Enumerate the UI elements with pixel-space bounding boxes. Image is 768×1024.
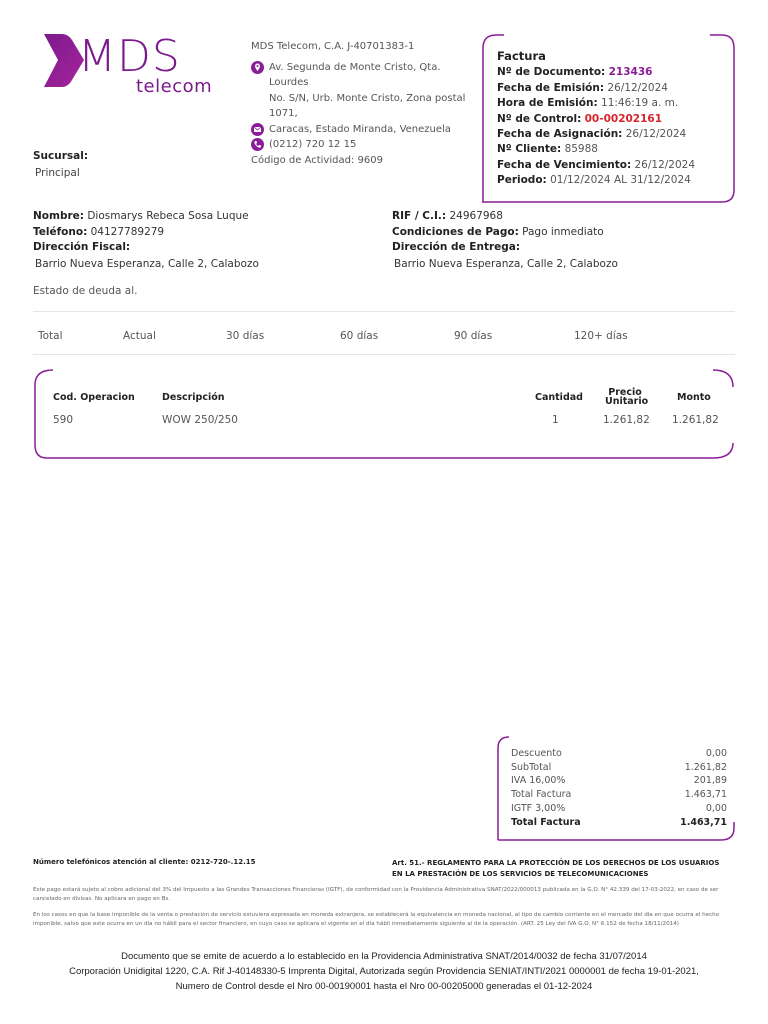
final-total-value: 1.463,71 <box>680 816 727 828</box>
doc-number-row <box>497 65 733 80</box>
due-date-value: 26/12/2024 <box>634 158 696 171</box>
invoice-total-label: Total Factura <box>511 789 572 801</box>
emission-date-row <box>497 81 733 96</box>
row-unit-price: 1.261,82 <box>603 414 650 426</box>
emission-hour-value: 11:46:19 a. m. <box>601 97 679 110</box>
client-name-label: Nombre: <box>33 210 84 222</box>
control-number-label: Nº de Control: <box>497 112 582 125</box>
doc-number-value: 213436 <box>608 66 653 79</box>
company-activity: Código de Actividad: 9609 <box>251 154 383 166</box>
phone-icon <box>251 138 264 151</box>
regulation-article-note: Art. 51.- REGLAMENTO PARA LA PROTECCIÓN DE LOS DERECHOS DE LOS USUARIOS EN LA PRESTACIÓN DE LOS SERVICIOS DE TELECOMUNICACIONES <box>392 859 720 878</box>
client-name-row <box>33 209 373 225</box>
period-row <box>497 173 733 188</box>
total-row-igtf <box>511 802 727 816</box>
emission-hour-row <box>497 96 733 111</box>
client-phone-label: Teléfono: <box>33 225 88 238</box>
aging-col-60: 60 días <box>340 330 379 342</box>
emission-date-value: 26/12/2024 <box>607 81 668 94</box>
due-date-label: Fecha de Vencimiento: <box>497 158 632 171</box>
invoice-details <box>497 49 733 189</box>
row-quantity: 1 <box>552 414 559 426</box>
control-number-row <box>497 112 733 127</box>
fiscal-address-label: Dirección Fiscal: <box>33 241 131 253</box>
col-header-unit-price <box>605 387 649 407</box>
branch-label: Sucursal: <box>33 150 89 162</box>
row-description: WOW 250/250 <box>162 414 238 426</box>
debt-status-title: Estado de deuda al. <box>33 285 138 297</box>
address-line-3: Caracas, Estado Miranda, Venezuela <box>269 123 451 135</box>
company-address-row <box>251 122 476 138</box>
col-header-description: Descripción <box>162 392 225 403</box>
aging-col-30: 30 días <box>226 330 265 342</box>
company-info <box>251 39 476 168</box>
debt-divider <box>33 311 735 312</box>
client-phone-value: 04127789279 <box>90 225 165 238</box>
control-number-value: 00-00202161 <box>584 112 663 125</box>
client-rif-row <box>392 209 732 225</box>
assign-date-value: 26/12/2024 <box>625 128 687 141</box>
client-number-label: Nº Cliente: <box>497 143 562 156</box>
fiscal-address-value: Barrio Nueva Esperanza, Calle 2, Calabozo <box>35 257 259 270</box>
company-logo <box>40 30 230 105</box>
col-header-amount: Monto <box>677 392 711 403</box>
total-row-invoice <box>511 788 727 802</box>
delivery-address-value: Barrio Nueva Esperanza, Calle 2, Calabozo <box>394 257 618 270</box>
currency-fine-print: En los casos en que la base imponible de la venta o prestación de servicio estuviera expresada en moneda extranjera, se establecerá la equivalencia en moneda nacional, al tipo de cambio corriente en el mercado del día en que ocurra el hecho imponible, salvo que este ocurra en un día no hábil para el sector financiero, en cuyo caso se aplicara el vigente en el día hábil inmediatamente siguiente al de la operación. (ART. 25 Ley del IVA G.O. N° 6.152 de fecha 18/11/2014) <box>33 912 720 927</box>
payment-terms-label: Condiciones de Pago: <box>392 225 519 238</box>
period-value: 01/12/2024 AL 31/12/2024 <box>550 174 691 187</box>
igtf-value: 0,00 <box>705 802 727 814</box>
col-header-unit-price-line1: Precio <box>608 387 642 398</box>
client-rif-label: RIF / C.I.: <box>392 210 447 222</box>
company-address <box>251 60 476 122</box>
payment-terms-row <box>392 225 732 241</box>
row-code: 590 <box>53 414 74 426</box>
total-row-discount <box>511 747 727 761</box>
total-row-subtotal <box>511 761 727 775</box>
discount-value: 0,00 <box>705 748 727 759</box>
assign-date-row <box>497 127 733 142</box>
assign-date-label: Fecha de Asignación: <box>497 128 623 141</box>
totals-box <box>497 736 735 842</box>
delivery-address-label: Dirección de Entrega: <box>392 241 521 253</box>
final-total-label: Total Factura <box>511 816 581 828</box>
legal-line-3: Numero de Control desde el Nro 00-00190001 hasta el Nro 00-00205000 generadas el 01-12-2024 <box>175 981 593 992</box>
subtotal-value: 1.261,82 <box>684 761 727 773</box>
client-name-value: Diosmarys Rebeca Sosa Luque <box>87 210 249 222</box>
invoice-total-value: 1.463,71 <box>684 789 727 801</box>
branch-block <box>33 148 88 181</box>
due-date-row <box>497 158 733 173</box>
envelope-icon <box>251 123 264 136</box>
col-header-code: Cod. Operacion <box>53 392 135 403</box>
igtf-label: IGTF 3,00% <box>511 802 566 814</box>
legal-line-2: Corporación Unidigital 1220, C.A. Rif J-40148330-5 Imprenta Digital, Autorizada según Providencia SENIAT/INTI/2021 0000001 de fecha 19-01-2021, <box>69 966 699 977</box>
aging-col-120: 120+ días <box>574 330 628 342</box>
total-row-iva <box>511 774 727 788</box>
company-phone: (0212) 720 12 15 <box>269 139 357 150</box>
branch-value: Principal <box>35 166 80 179</box>
col-header-quantity: Cantidad <box>535 392 583 403</box>
emission-date-label: Fecha de Emisión: <box>497 81 605 94</box>
client-rif-value: 24967968 <box>449 210 503 222</box>
iva-value: 201,89 <box>693 775 727 787</box>
period-label: Periodo: <box>497 174 547 187</box>
invoice-title: Factura <box>497 49 546 63</box>
aging-col-actual: Actual <box>123 330 156 342</box>
client-info-right <box>392 209 732 272</box>
address-line-2: No. S/N, Urb. Monte Cristo, Zona postal 1071, <box>269 92 466 119</box>
logo-sub-text: telecom <box>136 76 213 97</box>
client-phone-row <box>33 225 373 241</box>
client-number-value: 85988 <box>564 143 598 156</box>
logo-main-text: MDS <box>78 31 181 82</box>
row-amount: 1.261,82 <box>672 414 719 426</box>
location-pin-icon <box>251 61 264 74</box>
client-number-row <box>497 142 733 157</box>
igtf-fine-print: Este pago estará sujeto al cobro adicional del 3% del Impuesto a las Grandes Transacciones Financieras (IGTF), de conformidad con la Providencia Administrativa SNAT/2022/000013 publicada en la G.O. N° 42.339 del 17-03-2022, en caso de ser cancelado en divisas. No aplicara en pago en Bs. <box>33 887 719 902</box>
col-header-unit-price-line2: Unitario <box>605 396 649 407</box>
iva-label: IVA 16,00% <box>511 775 566 787</box>
emission-hour-label: Hora de Emisión: <box>497 97 598 110</box>
discount-label: Descuento <box>511 748 562 759</box>
totals-rows <box>511 747 727 829</box>
legal-footer <box>20 949 748 994</box>
items-table <box>33 369 733 458</box>
doc-number-label: Nº de Documento: <box>497 66 606 79</box>
debt-aging-row <box>33 330 735 346</box>
aging-divider <box>33 354 735 355</box>
address-line-1: Av. Segunda de Monte Cristo, Qta. Lourdes <box>269 61 441 88</box>
legal-line-1: Documento que se emite de acuerdo a lo establecido en la Providencia Administrativa SNAT/2014/0032 de fecha 31/07/2014 <box>121 951 647 962</box>
total-row-final <box>511 816 727 830</box>
aging-col-90: 90 días <box>454 330 493 342</box>
aging-col-total: Total <box>38 330 63 342</box>
company-name-rif: MDS Telecom, C.A. J-40701383-1 <box>251 41 415 52</box>
client-info-left <box>33 209 373 272</box>
company-phone-row <box>251 137 476 153</box>
payment-terms-value: Pago inmediato <box>522 225 604 238</box>
customer-phone-note: Número telefónicos atención al cliente: 0212-720-.12.15 <box>33 858 256 866</box>
subtotal-label: SubTotal <box>511 761 552 773</box>
